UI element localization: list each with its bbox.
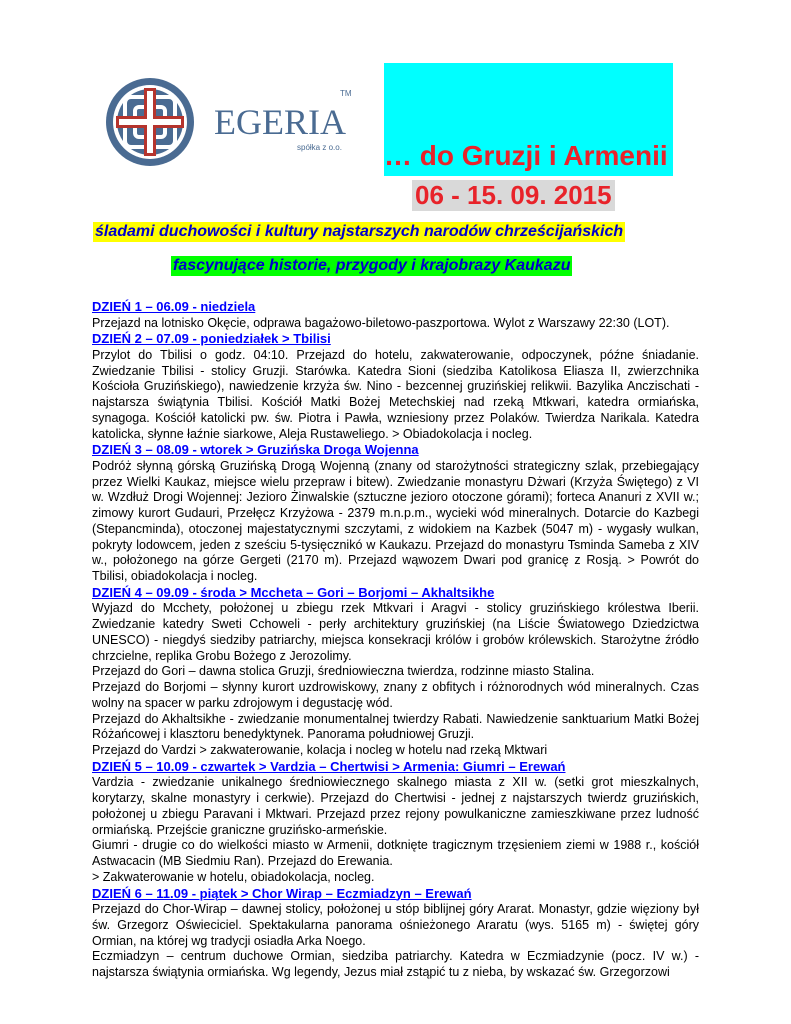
day-6-heading[interactable]: DZIEŃ 6 – 11.09 - piątek > Chor Wirap – Eczmiadzyn – Erewań	[92, 885, 472, 901]
day-6-text: Przejazd do Chor-Wirap – dawnej stolicy, położonej u stóp biblijnej góry Ararat. Monastyr, gdzie więziony był św. Grzegorz Oświeciciel. Spektakularna panorama ośnieżonego Araratu (wys. 5165 m) - świętej góry Ormian, na której wg tradycji osiadła Arka Noego.	[92, 902, 699, 948]
tagline-primary: śladami duchowości i kultury najstarszych narodów chrześcijańskich	[95, 223, 624, 240]
tagline-secondary: fascynujące historie, przygody i krajobrazy Kaukazu	[173, 257, 571, 274]
company-logo	[102, 74, 362, 170]
day-4-text: Przejazd do Borjomi – słynny kurort uzdrowiskowy, znany z obfitych i różnorodnych wód mineralnych. Czas wolny na spacer w parku zdrojowym i degustację wód.	[92, 680, 699, 710]
day-2-text: Przylot do Tbilisi o godz. 04:10. Przejazd do hotelu, zakwaterowanie, odpoczynek, późne śniadanie. Zwiedzanie Tbilisi - stolicy Gruzji. Starówka. Katedra Sioni (siedziba Katolikosa Eliasza II, zwierzchnika Kościoła Gruzińskiego), nawiedzenie krzyża św. Nino - bezcennej gruzińskiej relikwii. Bazylika Anczischati - najstarsza świątynia Tbilisi. Kościół Matki Bożej Metechskiej nad rzeką Mtkwari, katedra ormiańska, synagoga. Kościół katolicki pw. św. Piotra i Pawła, wzniesiony przez Polaków. Twierdza Narikala. Katedra katolicka, słynne łaźnie siarkowe, Aleja Rustaweliego. > Obiadokolacja i nocleg.	[92, 347, 699, 441]
day-5-text: Giumri - drugie co do wielkości miasto w Armenii, dotknięte tragicznym trzęsieniem ziemi w 1988 r., kościół Astwacacin (MB Siedmiu Ran). Przejazd do Erewania.	[92, 838, 699, 868]
day-4-text: Przejazd do Vardzi > zakwaterowanie, kolacja i nocleg w hotelu nad rzeką Mktwari	[92, 743, 548, 757]
day-4-text: Przejazd do Gori – dawna stolica Gruzji, średniowieczna twierdza, rodzinne miasto Stalina.	[92, 664, 595, 679]
trip-dates: 06 - 15. 09. 2015	[412, 180, 615, 211]
day-5-text: > Zakwaterowanie w hotelu, obiadokolacja, nocleg.	[92, 869, 375, 884]
trademark-mark: TM	[340, 89, 352, 98]
day-3-text: Podróż słynną górską Gruzińską Drogą Wojenną (znany od starożytności strategiczny szlak, przebiegający przez Wielki Kaukaz, miejsce wielu przepraw i bitew). Zwiedzanie monastyru Dżwari (Krzyża Świętego) z VI w. Wzdłuż Drogi Wojennej: Jezioro Żinwalskie (sztuczne jezioro otoczone górami); forteca Ananuri z XVII w.; zimowy kurort Gudauri, Przełęcz Krzyżowa - 2379 m.n.p.m., wycieki wód mineralnych. Dotarcie do Kazbegi (Stepancminda), otoczonej majestatycznymi szczytami, z widokiem na Kazbek (5047 m) - wygasły wulkan, pokryty lodowcem, jeden z sześciu 5-tysięcznikó w Kaukazu. Przejazd do monastyru Tsminda Sameba z XIV w., położonego na górze Gergeti (2170 m). Przejazd wąwozem Dwari pod granicę z Rosją. > Powrót do Tbilisi, obiadokolacja i nocleg.	[92, 458, 699, 583]
day-2-heading[interactable]: DZIEŃ 2 – 07.09 - poniedziałek > Tbilisi	[92, 331, 331, 347]
itinerary	[92, 299, 699, 981]
day-6-text: Eczmiadzyn – centrum duchowe Ormian, siedziba patriarchy. Katedra w Eczmiadzynie (pocz. IV w.) - najstarsza świątynia ormiańska. Wg legendy, Jezus miał zstąpić tu z nieba, by wskazać św. Grzegorzowi	[92, 949, 699, 979]
day-4-heading[interactable]: DZIEŃ 4 – 09.09 - środa > Mccheta – Gori – Borjomi – Akhaltsikhe	[92, 584, 495, 600]
day-4-text: Przejazd do Akhaltsikhe - zwiedzanie monumentalnej twierdzy Rabati. Nawiedzenie sanktuarium Matki Bożej Różańcowej i klasztoru benedyktynek. Panorama południowej Gruzji.	[92, 711, 699, 742]
page-title: … do Gruzji i Armenii	[384, 140, 668, 171]
egeria-emblem-icon	[102, 74, 362, 170]
day-1-heading[interactable]: DZIEŃ 1 – 06.09 - niedziela	[92, 299, 256, 314]
day-5-text: Vardzia - zwiedzanie unikalnego średniowiecznego skalnego miasta z XII w. (setki grot mieszkalnych, korytarzy, skalne monastyry i cerkwie). Przejazd do Chertwisi - jednej z najstarszych twierdz gruzińskich, położonej u zbiegu Paravani i Mktwari. Przejazd przez rejony powulkaniczne zamieszkiwane przez ludność ormiańską. Przejście graniczne gruzińsko-armeńskie.	[92, 775, 699, 837]
day-4-text: Wyjazd do Mcchety, położonej u zbiegu rzek Mtkvari i Aragvi - stolicy gruzińskiego królestwa Iberii. Zwiedzanie katedry Sweti Cchoweli - perły architektury gruzińskiej (na Liście Światowego Dziedzictwa UNESCO) - niegdyś siedziby patriarchy, miejsca konsekracji królów i grobów królewskich. Starożytne źródło chrzcielne, replika Grobu Bożego z Jerozolimy.	[92, 601, 699, 663]
day-3-heading[interactable]: DZIEŃ 3 – 08.09 - wtorek > Gruzińska Droga Wojenna	[92, 442, 419, 458]
logo-subtitle: spółka z o.o.	[297, 143, 342, 152]
day-1-text: Przejazd na lotnisko Okęcie, odprawa bagażowo-biletowo-paszportowa. Wylot z Warszawy 22:30 (LOT).	[92, 315, 670, 330]
logo-wordmark: EGERIA	[214, 102, 346, 142]
day-5-heading[interactable]: DZIEŃ 5 – 10.09 - czwartek > Vardzia – Chertwisi > Armenia: Giumri – Erewań	[92, 758, 566, 774]
